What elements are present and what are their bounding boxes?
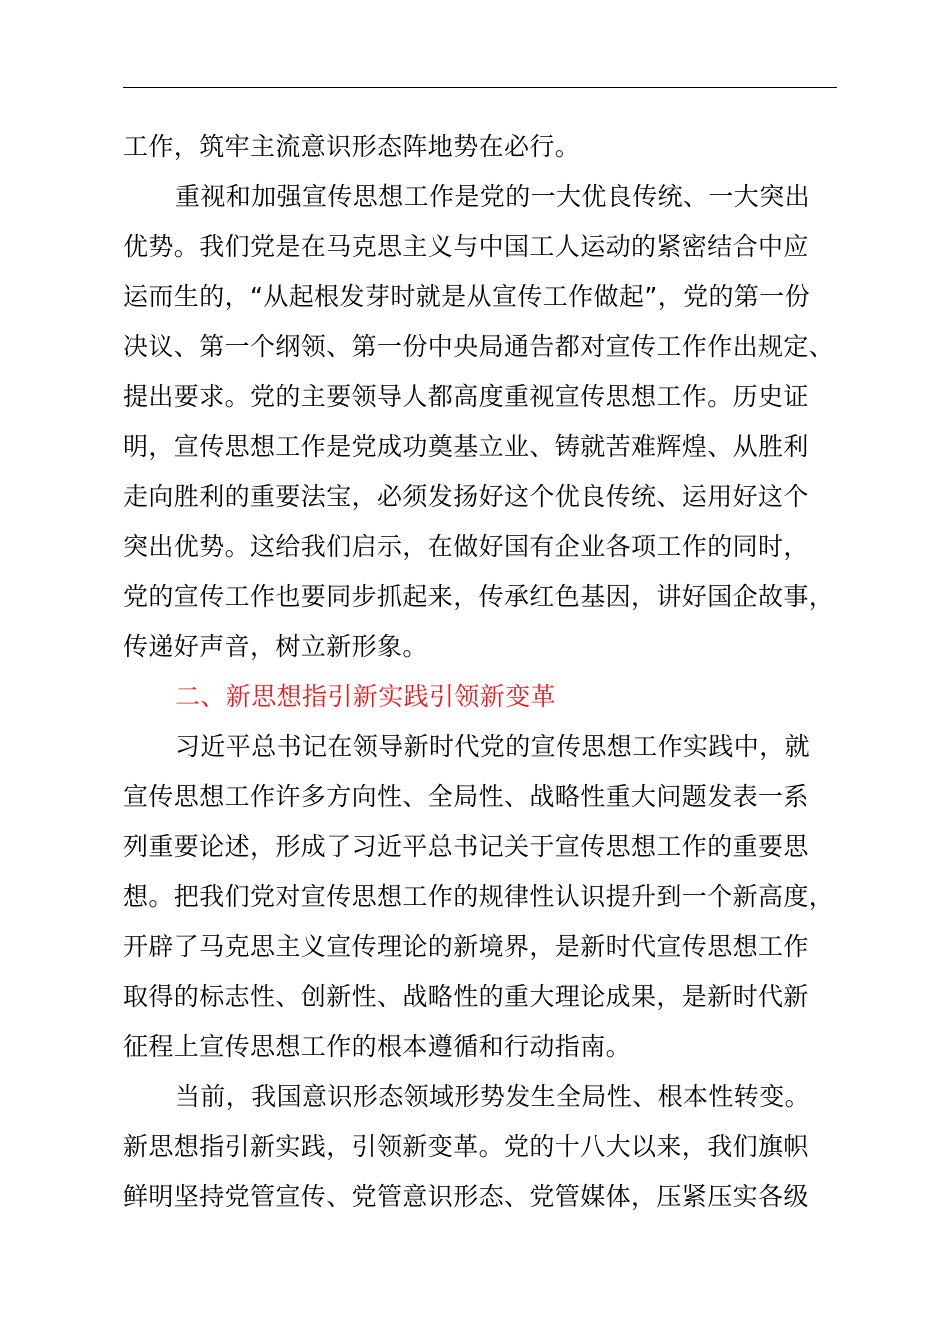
header-rule xyxy=(123,87,837,88)
text-line: 宣传思想工作许多方向性、全局性、战略性重大问题发表一系 xyxy=(123,782,809,811)
text-line: 新思想指引新实践，引领新变革。党的十八大以来，我们旗帜 xyxy=(123,1132,809,1161)
text-line: 取得的标志性、创新性、战略性的重大理论成果，是新时代新 xyxy=(123,982,809,1011)
text-line: 运而生的，“从起根发芽时就是从宣传工作做起”，党的第一份 xyxy=(123,282,811,311)
text-line: 突出优势。这给我们启示，在做好国有企业各项工作的同时， xyxy=(123,532,809,561)
text-line: 提出要求。党的主要领导人都高度重视宣传思想工作。历史证 xyxy=(123,382,809,411)
text-line: 党的宣传工作也要同步抓起来，传承红色基因，讲好国企故事， xyxy=(123,582,835,611)
text-line: 鲜明坚持党管宣传、党管意识形态、党管媒体，压紧压实各级 xyxy=(123,1182,809,1211)
text-line: 明，宣传思想工作是党成功奠基立业、铸就苦难辉煌、从胜利 xyxy=(123,432,809,461)
paragraph-start-line: 当前，我国意识形态领域形势发生全局性、根本性转变。 xyxy=(175,1082,811,1111)
text-line: 工作，筑牢主流意识形态阵地势在必行。 xyxy=(123,132,581,161)
text-line: 传递好声音，树立新形象。 xyxy=(123,632,428,661)
document-body xyxy=(123,122,861,1222)
text-line: 征程上宣传思想工作的根本遵循和行动指南。 xyxy=(123,1032,632,1061)
text-line: 列重要论述，形成了习近平总书记关于宣传思想工作的重要思 xyxy=(123,832,809,861)
text-line: 开辟了马克思主义宣传理论的新境界，是新时代宣传思想工作 xyxy=(123,932,809,961)
text-line: 想。把我们党对宣传思想工作的规律性认识提升到一个新高度， xyxy=(123,882,835,911)
text-line: 决议、第一个纲领、第一份中央局通告都对宣传工作作出规定、 xyxy=(123,332,835,361)
text-line: 优势。我们党是在马克思主义与中国工人运动的紧密结合中应 xyxy=(123,232,809,261)
text-line: 走向胜利的重要法宝，必须发扬好这个优良传统、运用好这个 xyxy=(123,482,809,511)
paragraph-start-line: 重视和加强宣传思想工作是党的一大优良传统、一大突出 xyxy=(175,182,811,211)
paragraph-start-line: 习近平总书记在领导新时代党的宣传思想工作实践中，就 xyxy=(175,732,811,761)
section-heading: 二、新思想指引新实践引领新变革 xyxy=(175,682,557,711)
